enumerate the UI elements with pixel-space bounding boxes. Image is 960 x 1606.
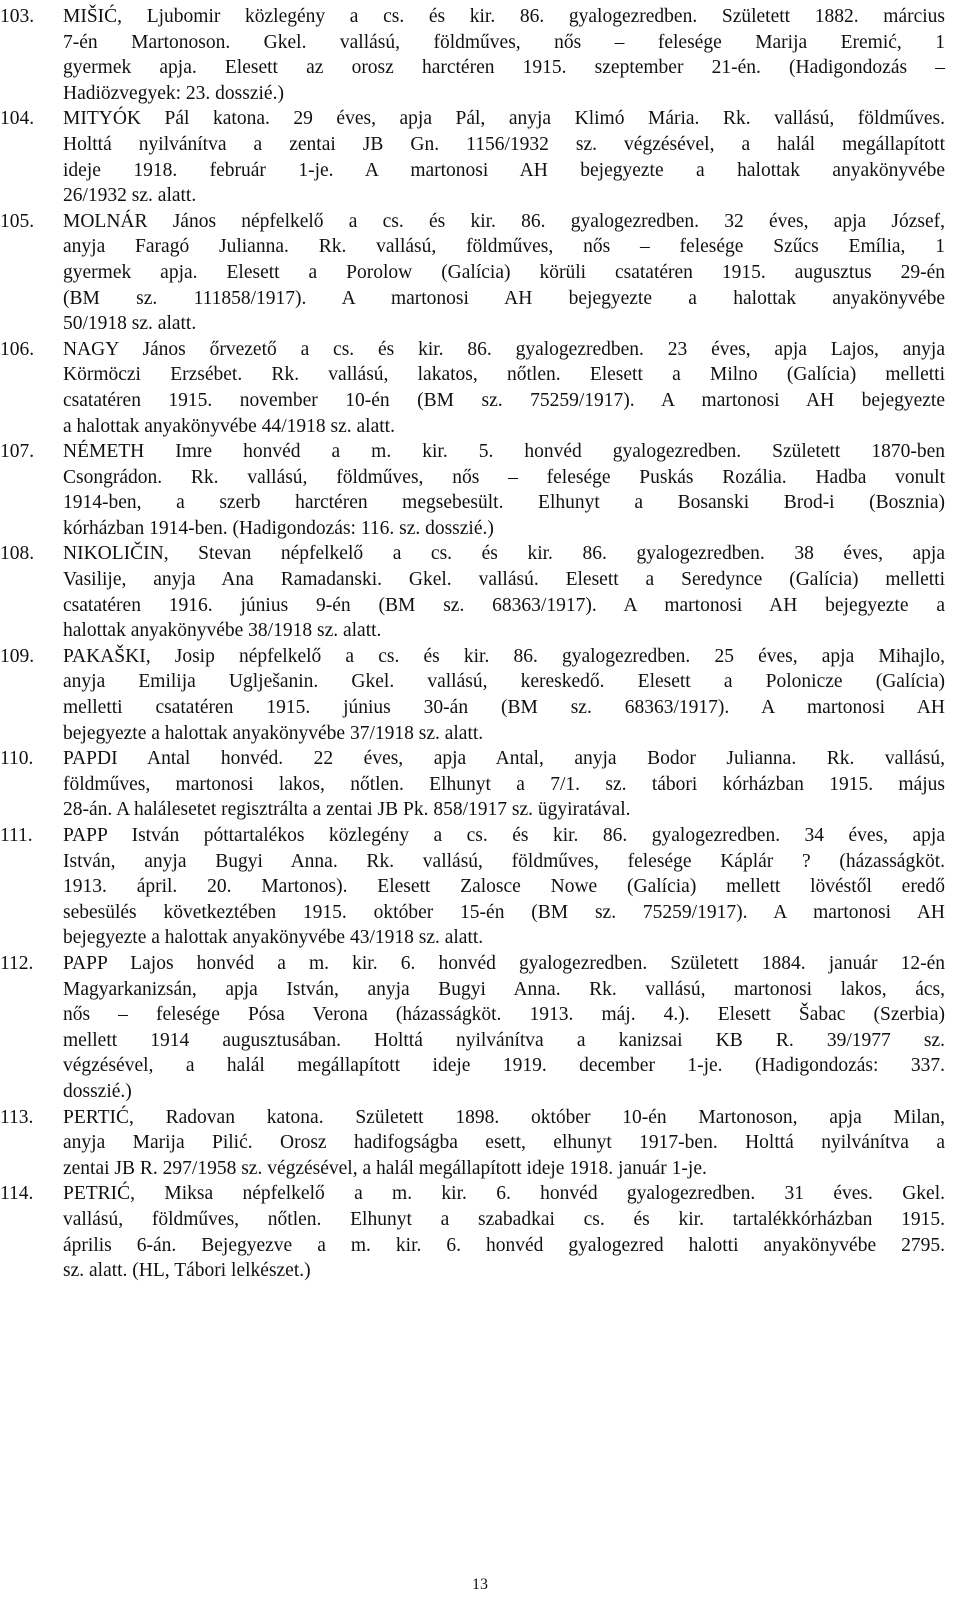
entry-line: PERTIĆ, Radovan katona. Született 1898. október 10-én Martonoson, apja Milan,: [63, 1106, 945, 1128]
entry: [0, 644, 960, 746]
entry-line: gyermek apja. Elesett az orosz harctéren 1915. szeptember 21-én. (Hadigondozás –: [63, 57, 945, 79]
entry-line: MOLNÁR János népfelkelő a cs. és kir. 86. gyalogezredben. 32 éves, apja József,: [63, 210, 945, 232]
entry-number: 105.: [0, 210, 35, 232]
entry-line: melletti csatatéren 1915. június 30-án (BM sz. 68363/1917). A martonosi AH: [63, 697, 945, 719]
entry-line: kórházban 1914-ben. (Hadigondozás: 116. sz. dosszié.): [63, 517, 494, 539]
entry-line: mellett 1914 augusztusában. Holttá nyilvánítva a kanizsai KB R. 39/1977 sz.: [63, 1029, 945, 1051]
entry-line: földműves, martonosi lakos, nőtlen. Elhunyt a 7/1. sz. tábori kórházban 1915. május: [63, 773, 945, 795]
entry-line: MIŠIĆ, Ljubomir közlegény a cs. és kir. 86. gyalogezredben. Született 1882. március: [63, 6, 945, 27]
entry-line: 28-án. A halálesetet regisztrálta a zentai JB Pk. 858/1917 sz. ügyiratával.: [63, 799, 631, 821]
entry-line: Körmöczi Erzsébet. Rk. vallású, lakatos, nőtlen. Elesett a Milno (Galícia) melletti: [63, 364, 945, 386]
entry-line: a halottak anyakönyvébe 44/1918 sz. alatt.: [63, 415, 395, 437]
entry-text: [63, 951, 945, 1105]
entry: [0, 746, 960, 823]
entry-line: PETRIĆ, Miksa népfelkelő a m. kir. 6. honvéd gyalogezredben. 31 éves. Gkel.: [63, 1183, 945, 1205]
entry-line: április 6-án. Bejegyezve a m. kir. 6. honvéd gyalogezred halotti anyakönyvébe 2795.: [63, 1234, 945, 1256]
entry: [0, 337, 960, 439]
entry: [0, 1181, 960, 1283]
entry-text: [63, 337, 945, 439]
entry-line: Magyarkanizsán, apja István, anyja Bugyi Anna. Rk. vallású, martonosi lakos, ács,: [63, 978, 945, 1000]
entry-line: PAPP István póttartalékos közlegény a cs. és kir. 86. gyalogezredben. 34 éves, apja: [63, 825, 945, 846]
entry: [0, 541, 960, 643]
entry-line: végzésével, a halál megállapított ideje 1919. december 1-je. (Hadigondozás: 337.: [63, 1055, 945, 1077]
entry-line: dosszié.): [63, 1080, 132, 1102]
entry-line: bejegyezte a halottak anyakönyvébe 43/1918 sz. alatt.: [63, 927, 484, 949]
entry-line: zentai JB R. 297/1958 sz. végzésével, a halál megállapított ideje 1918. január 1-je.: [63, 1157, 707, 1179]
entry-line: vallású, földműves, nőtlen. Elhunyt a szabadkai cs. és kir. tartalékkórházban 1915.: [63, 1208, 945, 1230]
entry-line: sz. alatt. (HL, Tábori lelkészet.): [63, 1260, 311, 1282]
entry-line: NÉMETH Imre honvéd a m. kir. 5. honvéd gyalogezredben. Született 1870-ben: [63, 441, 945, 463]
entry-line: István, anyja Bugyi Anna. Rk. vallású, földműves, felesége Káplár ? (házasságköt.: [63, 850, 945, 872]
entry: [0, 209, 960, 337]
entry-line: 50/1918 sz. alatt.: [63, 313, 197, 335]
entry-text: [63, 1181, 945, 1283]
entry-line: Holttá nyilvánítva a zentai JB Gn. 1156/1932 sz. végzésével, a halál megállapított: [63, 133, 945, 155]
entry-line: sebesülés következtében 1915. október 15-én (BM sz. 75259/1917). A martonosi AH: [63, 901, 945, 923]
entry-line: NIKOLIČIN, Stevan népfelkelő a cs. és kir. 86. gyalogezredben. 38 éves, apja: [63, 543, 945, 565]
entry-number: 106.: [0, 338, 35, 360]
entry-text: [63, 106, 945, 208]
entry-number: 112.: [0, 952, 34, 974]
entry-text: [63, 644, 945, 746]
entry-text: [63, 541, 945, 643]
entry-line: 1914-ben, a szerb harctéren megsebesült. Elhunyt a Bosanski Brod-i (Bosznia): [63, 492, 945, 514]
entry-line: 1913. ápril. 20. Martonos). Elesett Zalosce Nowe (Galícia) mellett lövéstől eredő: [63, 876, 945, 898]
entry: [0, 823, 960, 951]
entry-line: bejegyezte a halottak anyakönyvébe 37/1918 sz. alatt.: [63, 722, 484, 744]
entry-text: [63, 209, 945, 337]
entry-line: anyja Marija Pilić. Orosz hadifogságba esett, elhunyt 1917-ben. Holttá nyilvánítva a: [63, 1132, 945, 1154]
entry-number: 111.: [0, 825, 33, 846]
entry-number: 103.: [0, 6, 35, 27]
entry-number: 113.: [0, 1106, 34, 1128]
entry: [0, 1105, 960, 1182]
entry-line: 26/1932 sz. alatt.: [63, 185, 197, 207]
entry-number: 109.: [0, 645, 35, 667]
entry: [0, 951, 960, 1105]
entry-line: anyja Faragó Julianna. Rk. vallású, földműves, nős – felesége Szűcs Emília, 1: [63, 236, 945, 258]
entry-text: [63, 746, 945, 823]
entry-number: 110.: [0, 748, 34, 770]
entry: [0, 106, 960, 208]
entry-line: 7-én Martonoson. Gkel. vallású, földműves, nős – felesége Marija Eremić, 1: [63, 31, 945, 53]
entry-line: nős – felesége Pósa Verona (házasságköt. 1913. máj. 4.). Elesett Šabac (Szerbia): [63, 1004, 945, 1026]
entry-number: 108.: [0, 543, 35, 565]
entry-line: PAPP Lajos honvéd a m. kir. 6. honvéd gyalogezredben. Született 1884. január 12-én: [63, 952, 945, 974]
entry-number: 114.: [0, 1183, 34, 1205]
entry-line: NAGY János őrvezető a cs. és kir. 86. gyalogezredben. 23 éves, apja Lajos, anyja: [63, 338, 945, 360]
entry-line: halottak anyakönyvébe 38/1918 sz. alatt.: [63, 620, 382, 642]
entry-line: PAKAŠKI, Josip népfelkelő a cs. és kir. 86. gyalogezredben. 25 éves, apja Mihajlo,: [63, 645, 945, 667]
entry-line: ideje 1918. február 1-je. A martonosi AH bejegyezte a halottak anyakönyvébe: [63, 159, 945, 181]
entry-line: Csongrádon. Rk. vallású, földműves, nős – felesége Puskás Rozália. Hadba vonult: [63, 466, 945, 488]
entry-text: [63, 823, 945, 951]
entry: [0, 439, 960, 541]
entry-line: PAPDI Antal honvéd. 22 éves, apja Antal, anyja Bodor Julianna. Rk. vallású,: [63, 748, 945, 770]
entry: [0, 4, 960, 106]
entry-line: csatatéren 1916. június 9-én (BM sz. 68363/1917). A martonosi AH bejegyezte a: [63, 594, 945, 616]
entry-list: [0, 4, 960, 1284]
entry-text: [63, 439, 945, 541]
entry-line: Vasilije, anyja Ana Ramadanski. Gkel. vallású. Elesett a Seredynce (Galícia) melletti: [63, 569, 945, 591]
entry-line: Hadiözvegyek: 23. dosszié.): [63, 82, 284, 104]
page-number: 13: [472, 1576, 488, 1593]
entry-line: csatatéren 1915. november 10-én (BM sz. 75259/1917). A martonosi AH bejegyezte: [63, 389, 945, 411]
entry-number: 107.: [0, 441, 35, 463]
entry-text: [63, 1105, 945, 1182]
entry-line: (BM sz. 111858/1917). A martonosi AH bejegyezte a halottak anyakönyvébe: [63, 287, 945, 309]
entry-line: MITYÓK Pál katona. 29 éves, apja Pál, anyja Klimó Mária. Rk. vallású, földműves.: [63, 108, 945, 130]
entry-number: 104.: [0, 108, 35, 130]
entry-text: [63, 4, 945, 106]
entry-line: gyermek apja. Elesett a Porolow (Galícia) körüli csatatéren 1915. augusztus 29-én: [63, 261, 945, 283]
entry-line: anyja Emilija Uglješanin. Gkel. vallású, kereskedő. Elesett a Polonicze (Galícia): [63, 671, 945, 693]
